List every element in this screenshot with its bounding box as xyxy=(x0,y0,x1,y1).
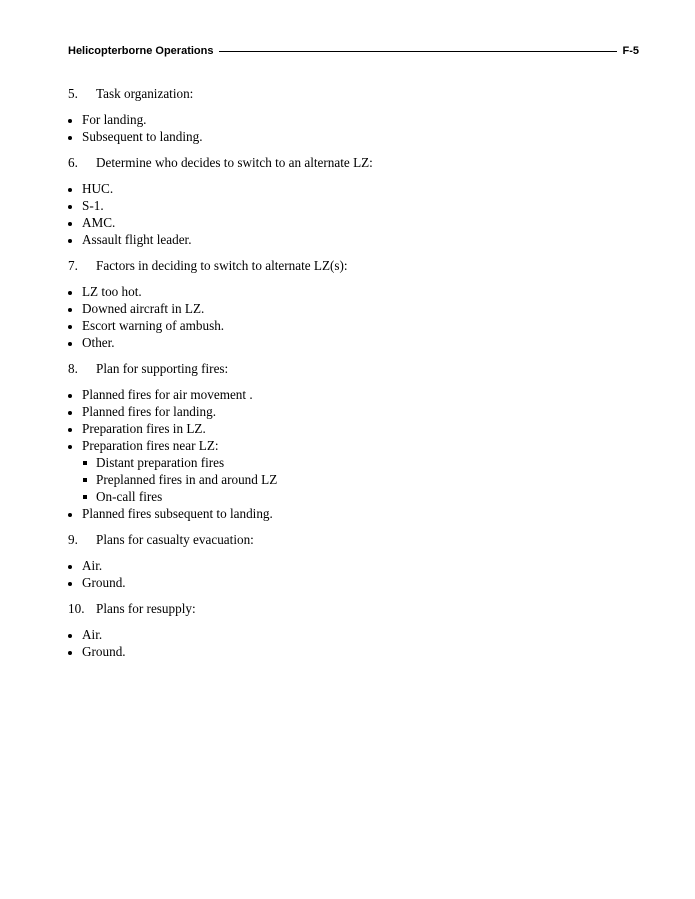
list-item-text: Downed aircraft in LZ. xyxy=(82,301,205,316)
sub-list-item-text: On-call fires xyxy=(96,489,163,504)
list-item xyxy=(68,111,639,128)
sub-list-item-text: Preplanned fires in and around LZ xyxy=(96,472,278,487)
list-item-text: Air. xyxy=(82,627,103,642)
page-content xyxy=(68,85,639,669)
list-item xyxy=(68,437,639,505)
list-item-text: Ground. xyxy=(82,644,126,659)
bullet-icon xyxy=(68,291,72,295)
bullet-icon xyxy=(68,565,72,569)
sub-list-item xyxy=(82,454,639,471)
list-item xyxy=(68,231,639,248)
bullet-icon xyxy=(68,136,72,140)
section-9 xyxy=(68,531,639,591)
section-10 xyxy=(68,600,639,660)
sub-list-item xyxy=(82,488,639,505)
sub-list-item xyxy=(82,471,639,488)
list-item xyxy=(68,557,639,574)
section-title: Task organization: xyxy=(96,86,194,101)
list-item xyxy=(68,317,639,334)
list-item xyxy=(68,128,639,145)
section-number: 5. xyxy=(68,86,78,101)
bullet-icon xyxy=(68,308,72,312)
bullet-icon xyxy=(68,394,72,398)
list-item-text: Planned fires for landing. xyxy=(82,404,217,419)
section-5 xyxy=(68,85,639,145)
bullet-list xyxy=(68,111,639,145)
square-bullet-icon xyxy=(83,461,87,465)
list-item xyxy=(68,180,639,197)
bullet-list xyxy=(68,557,639,591)
list-item xyxy=(68,300,639,317)
bullet-icon xyxy=(68,513,72,517)
list-item xyxy=(68,386,639,403)
list-item-text: Planned fires for air movement . xyxy=(82,387,253,402)
list-item-text: AMC. xyxy=(82,215,116,230)
section-number: 8. xyxy=(68,361,78,376)
bullet-icon xyxy=(68,188,72,192)
section-heading xyxy=(68,531,639,548)
list-item-text: HUC. xyxy=(82,181,114,196)
section-title: Determine who decides to switch to an alternate LZ: xyxy=(96,155,373,170)
header-title: Helicopterborne Operations xyxy=(68,45,214,57)
bullet-icon xyxy=(68,239,72,243)
section-number: 6. xyxy=(68,155,78,170)
section-heading xyxy=(68,360,639,377)
square-bullet-icon xyxy=(83,478,87,482)
bullet-icon xyxy=(68,582,72,586)
page-number: F-5 xyxy=(622,45,639,57)
section-title: Plans for resupply: xyxy=(96,601,196,616)
list-item-text: Ground. xyxy=(82,575,126,590)
sub-list-item-text: Distant preparation fires xyxy=(96,455,225,470)
bullet-list xyxy=(68,283,639,351)
section-title: Factors in deciding to switch to alternate LZ(s): xyxy=(96,258,348,273)
bullet-list xyxy=(68,626,639,660)
bullet-icon xyxy=(68,342,72,346)
sub-bullet-list xyxy=(82,454,639,505)
section-7 xyxy=(68,257,639,351)
bullet-icon xyxy=(68,651,72,655)
list-item xyxy=(68,643,639,660)
list-item-text: Other. xyxy=(82,335,115,350)
list-item xyxy=(68,197,639,214)
list-item xyxy=(68,214,639,231)
list-item xyxy=(68,505,639,522)
section-number: 9. xyxy=(68,532,78,547)
section-number: 7. xyxy=(68,258,78,273)
list-item xyxy=(68,626,639,643)
section-title: Plan for supporting fires: xyxy=(96,361,229,376)
header-rule xyxy=(219,51,616,52)
bullet-list xyxy=(68,180,639,248)
list-item-text: Air. xyxy=(82,558,103,573)
bullet-icon xyxy=(68,222,72,226)
bullet-icon xyxy=(68,205,72,209)
section-heading xyxy=(68,600,639,617)
list-item-text: Planned fires subsequent to landing. xyxy=(82,506,273,521)
list-item-text: LZ too hot. xyxy=(82,284,142,299)
bullet-icon xyxy=(68,445,72,449)
section-title: Plans for casualty evacuation: xyxy=(96,532,254,547)
list-item-text: For landing. xyxy=(82,112,147,127)
list-item-text: Escort warning of ambush. xyxy=(82,318,225,333)
list-item xyxy=(68,334,639,351)
list-item xyxy=(68,574,639,591)
list-item xyxy=(68,420,639,437)
bullet-icon xyxy=(68,428,72,432)
bullet-icon xyxy=(68,411,72,415)
bullet-icon xyxy=(68,325,72,329)
section-heading xyxy=(68,154,639,171)
section-heading xyxy=(68,85,639,102)
list-item xyxy=(68,403,639,420)
list-item-text: Preparation fires near LZ: xyxy=(82,438,219,453)
bullet-list xyxy=(68,386,639,522)
list-item-text: S-1. xyxy=(82,198,104,213)
section-number: 10. xyxy=(68,601,85,616)
bullet-icon xyxy=(68,119,72,123)
list-item-text: Preparation fires in LZ. xyxy=(82,421,206,436)
section-8 xyxy=(68,360,639,522)
section-heading xyxy=(68,257,639,274)
list-item-text: Subsequent to landing. xyxy=(82,129,203,144)
list-item-text: Assault flight leader. xyxy=(82,232,192,247)
list-item xyxy=(68,283,639,300)
section-6 xyxy=(68,154,639,248)
bullet-icon xyxy=(68,634,72,638)
page-header xyxy=(68,43,639,59)
square-bullet-icon xyxy=(83,495,87,499)
